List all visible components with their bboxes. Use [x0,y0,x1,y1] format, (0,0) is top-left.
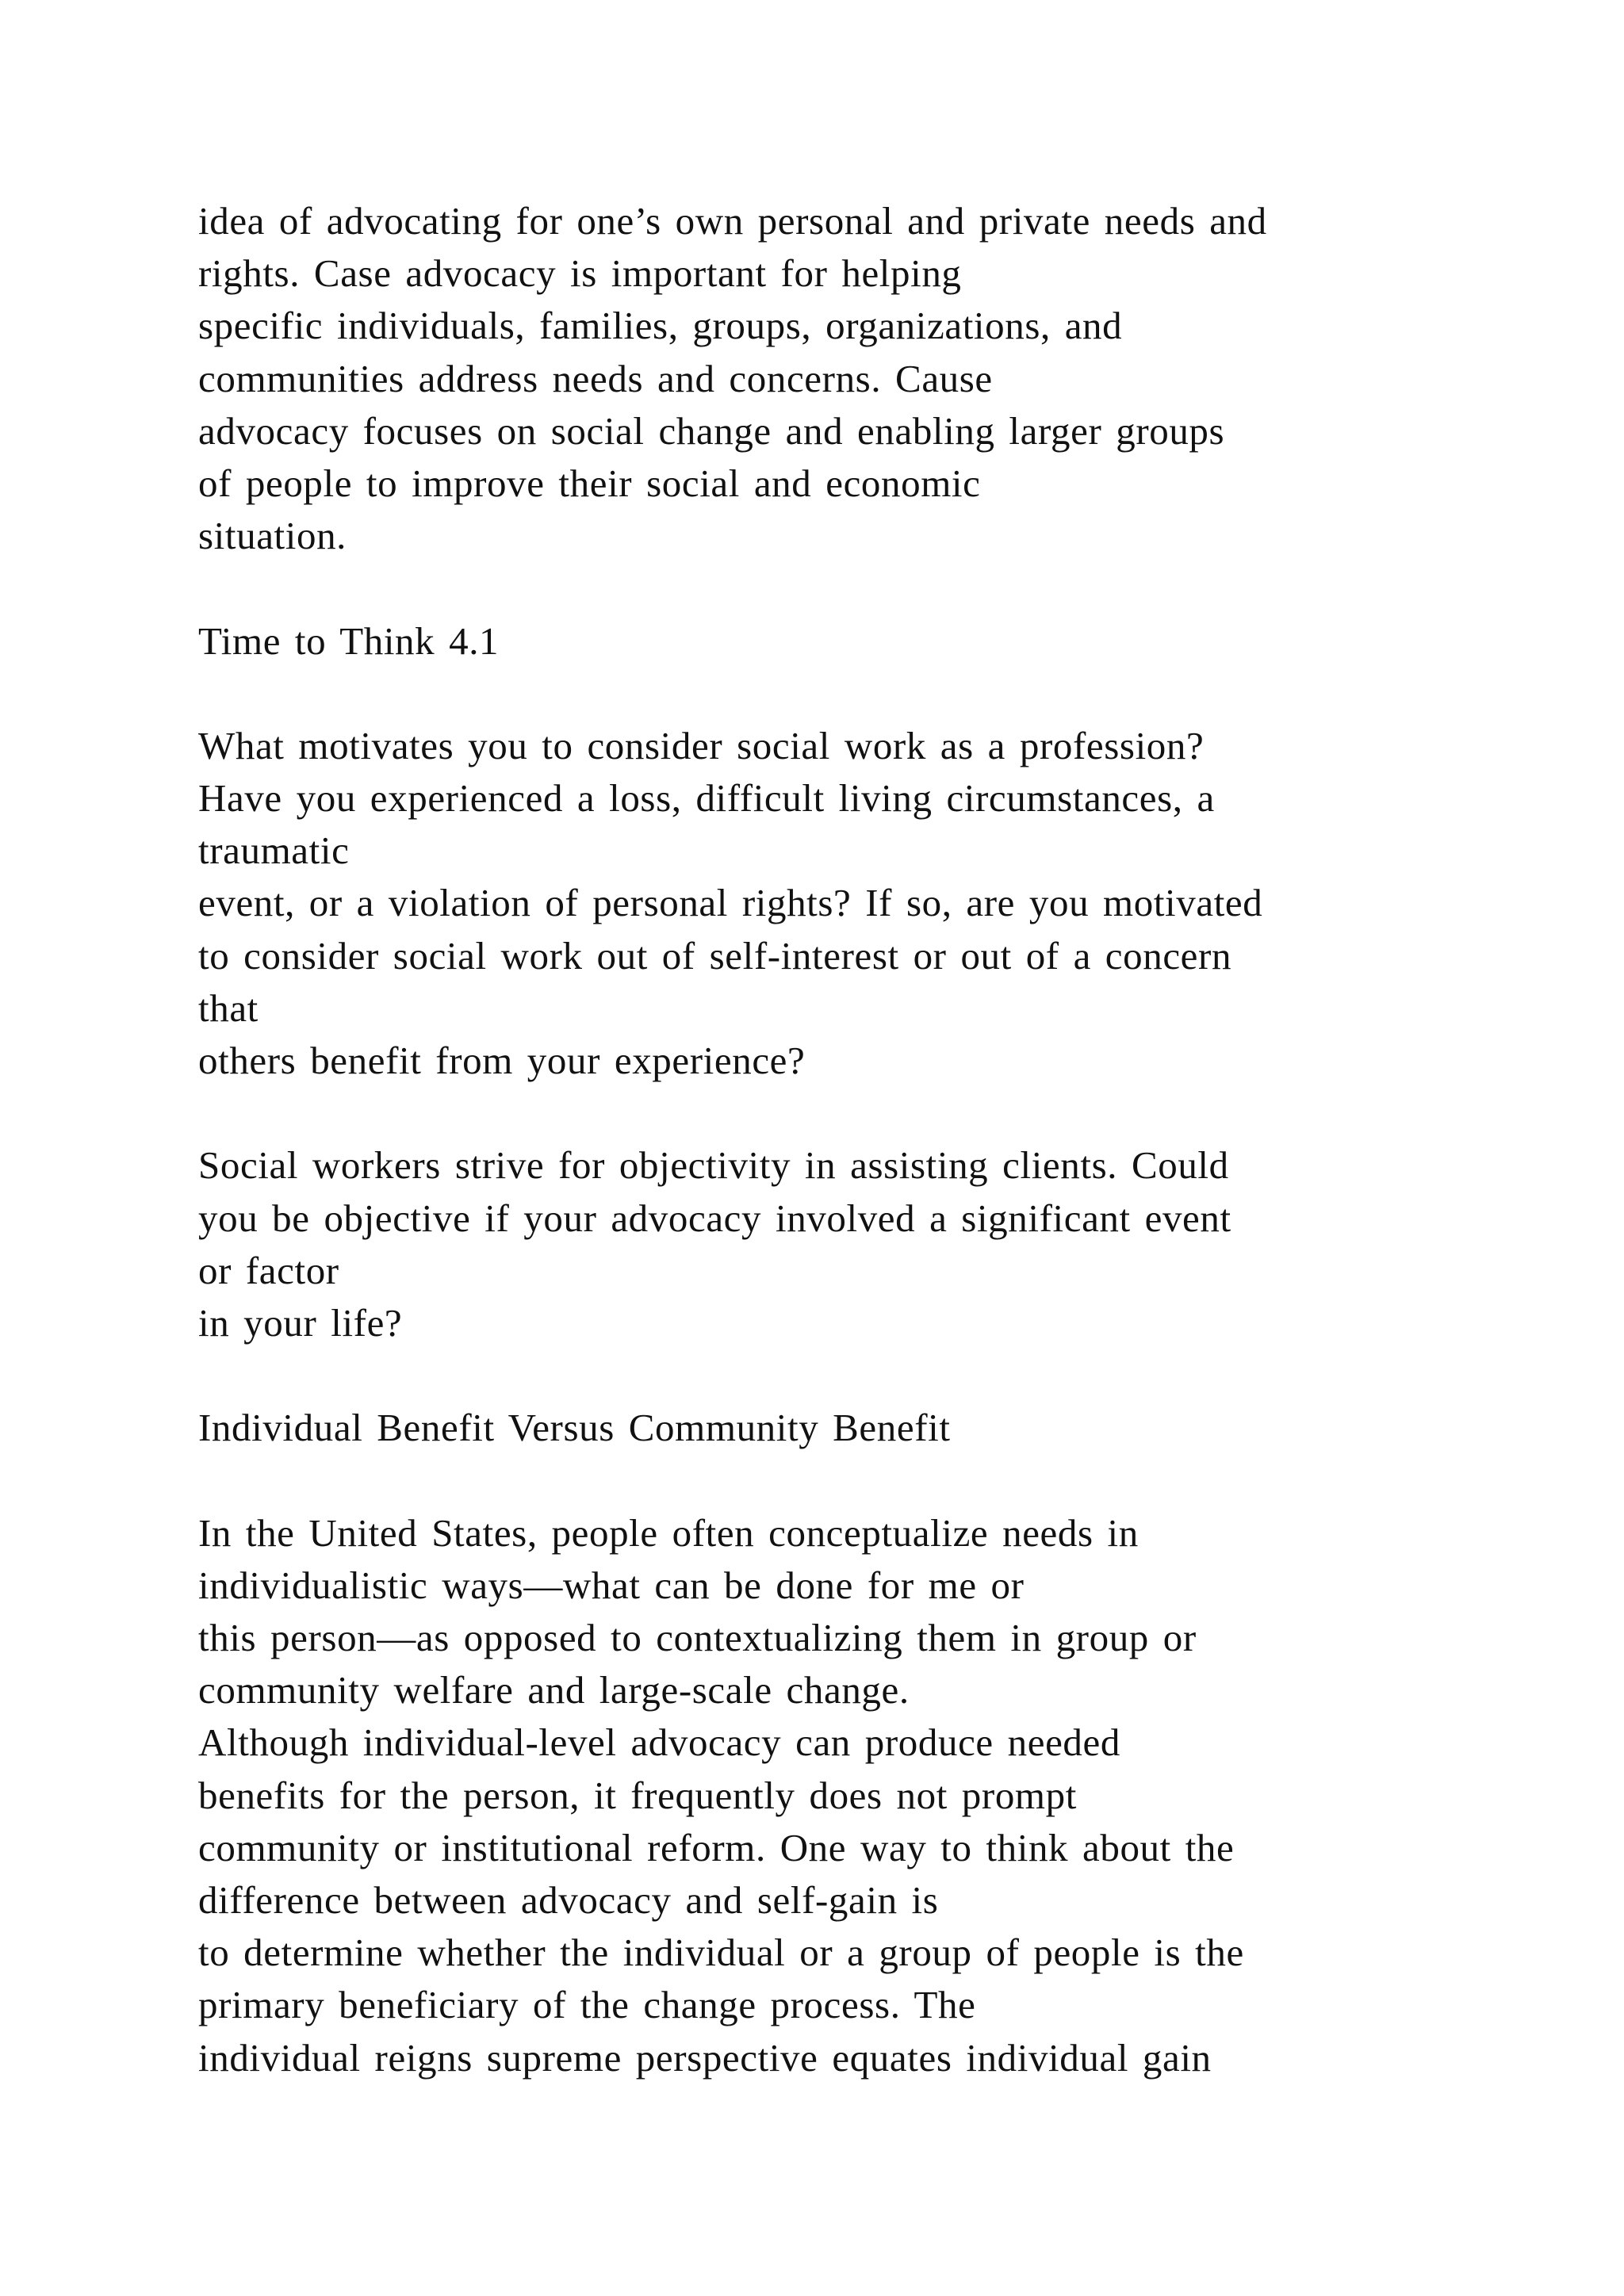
text-line: traumatic [198,828,350,873]
blank-line [198,1349,1499,1402]
blank-line [198,562,1499,614]
text-line: advocacy focuses on social change and enabling larger groups [198,408,1225,453]
text-line: that [198,985,259,1030]
text-line: individualistic ways—what can be done for me or [198,1563,1025,1607]
text-line: idea of advocating for one’s own personal and private needs and [198,199,1267,243]
section-heading-individual-benefit: Individual Benefit Versus Community Benefit [198,1406,951,1450]
text-line: to consider social work out of self-interest or out of a concern [198,933,1232,978]
text-line: rights. Case advocacy is important for helping [198,251,962,296]
text-line: this person—as opposed to contextualizing them in group or [198,1616,1197,1660]
text-line: Social workers strive for objectivity in assisting clients. Could [198,1143,1229,1188]
text-line: primary beneficiary of the change process. The [198,1983,976,2027]
text-line: situation. [198,514,347,558]
text-line: you be objective if your advocacy involved a significant event [198,1196,1231,1240]
text-line: Have you experienced a loss, difficult living circumstances, a [198,776,1215,821]
text-line: others benefit from your experience? [198,1039,806,1082]
text-line: specific individuals, families, groups, organizations, and [198,304,1123,348]
text-line: In the United States, people often conceptualize needs in [198,1510,1139,1555]
text-line: of people to improve their social and economic [198,461,981,505]
text-line: individual reigns supreme perspective equates individual gain [198,2035,1212,2080]
blank-line [198,1087,1499,1139]
text-line: to determine whether the individual or a group of people is the [198,1931,1244,1975]
text-line: benefits for the person, it frequently does not prompt [198,1773,1077,1817]
text-line: event, or a violation of personal rights? If so, are you motivated [198,881,1263,925]
text-line: or factor [198,1248,339,1292]
text-line: What motivates you to consider social work as a profession? [198,723,1205,767]
blank-line [198,1455,1499,1507]
text-line: community or institutional reform. One way to think about the [198,1825,1235,1869]
text-line: community welfare and large-scale change. [198,1668,910,1712]
text-line: in your life? [198,1300,403,1345]
section-heading-time-to-think: Time to Think 4.1 [198,618,500,663]
blank-line [198,668,1499,720]
body-text [198,195,1499,2084]
text-line: difference between advocacy and self-gain is [198,1878,939,1922]
text-line: Although individual-level advocacy can produce needed [198,1720,1120,1765]
text-line: communities address needs and concerns. Cause [198,356,993,400]
